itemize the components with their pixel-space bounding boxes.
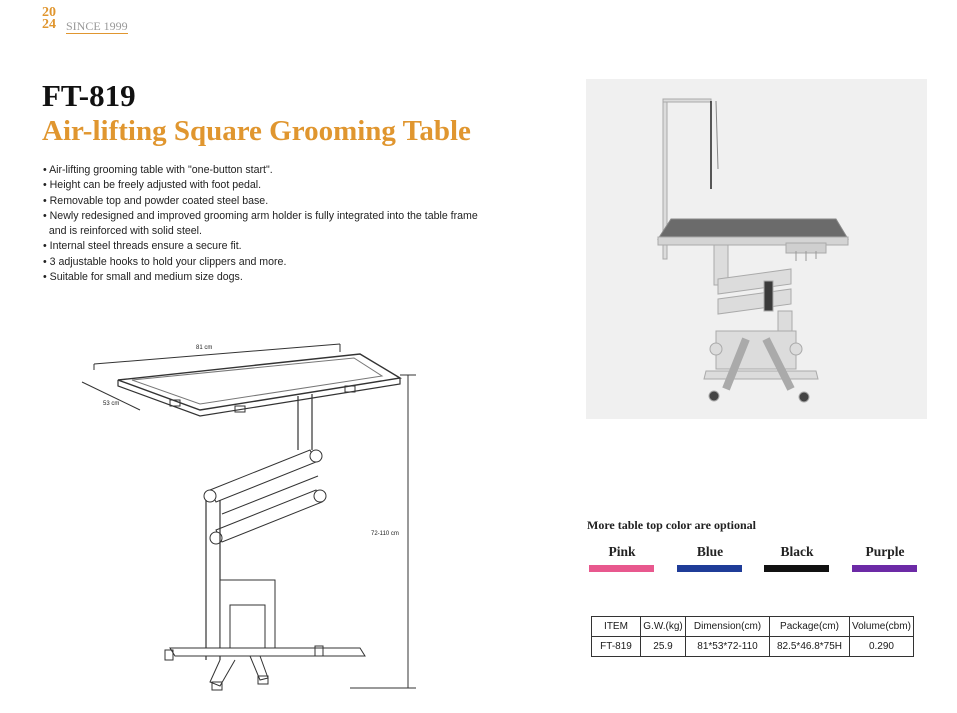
table-cell: 81*53*72-110: [686, 637, 770, 657]
header-cell: G.W.(kg): [641, 617, 686, 637]
table-cell: 0.290: [850, 637, 914, 657]
product-photo: [586, 79, 927, 419]
grooming-table-photo-icon: [586, 79, 927, 419]
feature-item: • Height can be freely adjusted with foot pedal.: [43, 179, 262, 192]
table-line-drawing: [70, 330, 430, 700]
since-text: SINCE 1999: [66, 19, 128, 33]
feature-item: • 3 adjustable hooks to hold your clippers and more.: [43, 255, 287, 268]
header-cell: Dimension(cm): [686, 617, 770, 637]
year-top: 20: [42, 5, 56, 20]
feature-item: • Newly redesigned and improved grooming arm holder is fully integrated into the table frame: [43, 209, 478, 222]
header-cell: Volume(cbm): [850, 617, 914, 637]
height-dimension-label: 72-110 cm: [371, 531, 399, 537]
year-mark: [42, 7, 56, 31]
feature-item: • Air-lifting grooming table with "one-button start".: [43, 164, 273, 176]
header-cell: Package(cm): [770, 617, 850, 637]
feature-item: and is reinforced with solid steel.: [43, 225, 202, 238]
year-bottom: 24: [42, 17, 56, 32]
feature-list: [43, 163, 523, 285]
width-dimension-label: 81 cm: [196, 345, 213, 351]
color-name-black: Black: [780, 544, 814, 559]
table-row: [592, 637, 914, 657]
product-title: Air-lifting Square Grooming Table: [42, 115, 471, 147]
color-options-heading: More table top color are optional: [587, 518, 756, 532]
swatch-purple: [852, 565, 917, 572]
table-cell: 25.9: [641, 637, 686, 657]
header-cell: ITEM: [592, 617, 641, 637]
spec-table: [591, 616, 914, 657]
swatch-black: [764, 565, 829, 572]
table-cell: FT-819: [592, 637, 641, 657]
feature-item: • Suitable for small and medium size dogs.: [43, 271, 243, 284]
color-name-blue: Blue: [696, 544, 724, 559]
feature-item: • Internal steel threads ensure a secure fit.: [43, 240, 242, 253]
swatch-blue: [677, 565, 742, 572]
model-number: FT-819: [42, 78, 136, 113]
color-name-purple: Purple: [865, 544, 905, 559]
table-header-row: [592, 617, 914, 637]
color-name-pink: Pink: [608, 544, 636, 559]
table-cell: 82.5*46.8*75H: [770, 637, 850, 657]
swatch-pink: [589, 565, 654, 572]
feature-item: • Removable top and powder coated steel base.: [43, 194, 269, 207]
depth-dimension-label: 53 cm: [103, 401, 120, 407]
